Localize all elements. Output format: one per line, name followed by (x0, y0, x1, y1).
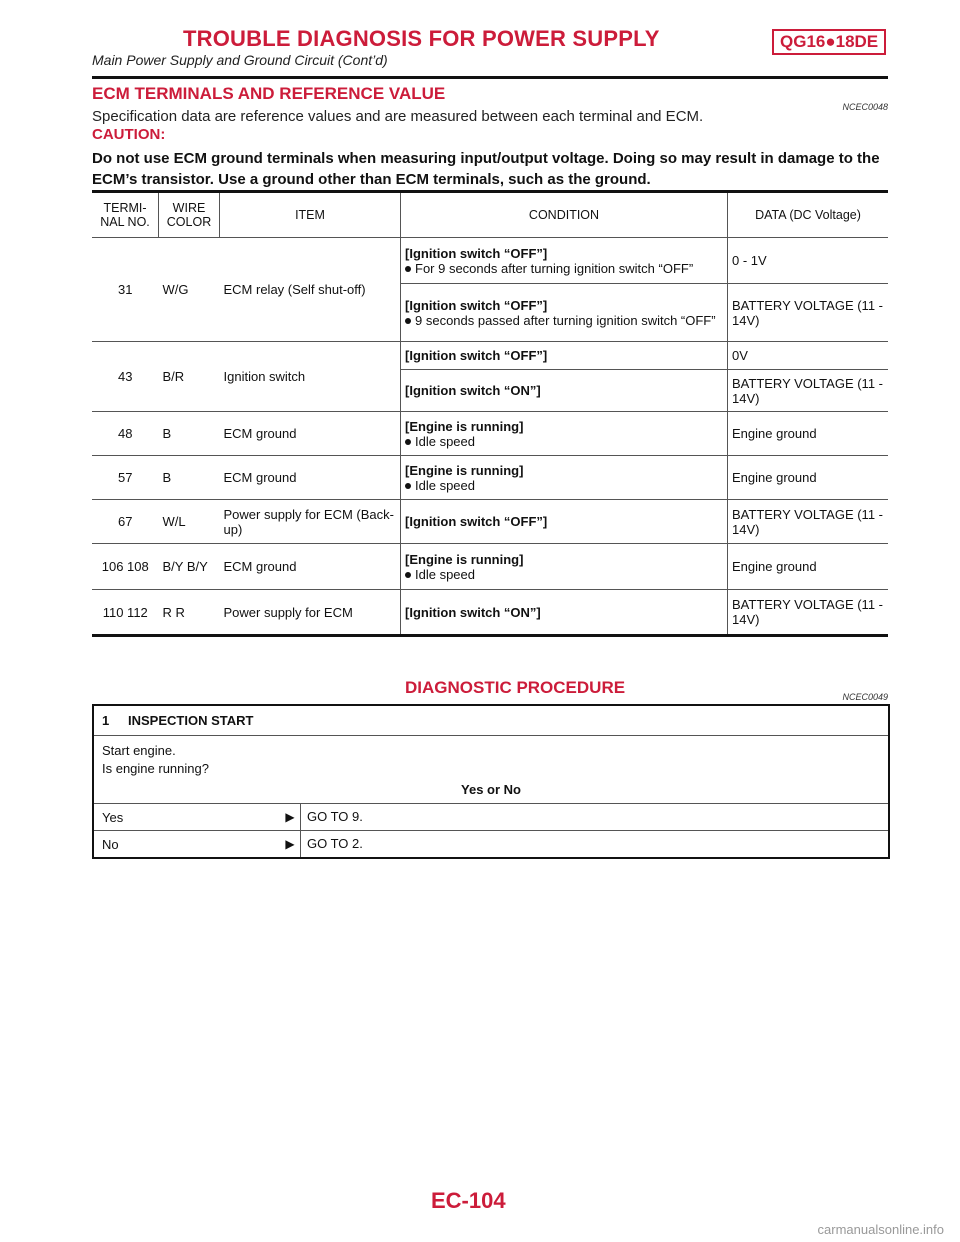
diagnostic-code: NCEC0049 (842, 692, 888, 702)
data-cell: BATTERY VOLTAGE (11 - 14V) (728, 590, 889, 636)
caution-text: Do not use ECM ground terminals when measuring input/output voltage. Doing so may result in damage to the ECM’s transistor. Use a ground other than ECM terminals, such as the ground. (92, 150, 880, 188)
condition-detail: For 9 seconds after turning ignition switch “OFF” (415, 260, 694, 276)
condition-heading: [Engine is running] (405, 418, 524, 434)
answer-row (94, 804, 888, 831)
item-cell: ECM ground (220, 544, 401, 590)
col-item: ITEM (220, 192, 401, 238)
terminal-cell: 31 (92, 238, 159, 342)
col-condition: CONDITION (401, 192, 728, 238)
table-row (92, 342, 888, 370)
item-cell: ECM ground (220, 456, 401, 500)
item-cell: Power supply for ECM (Back-up) (220, 500, 401, 544)
table-row (92, 590, 888, 636)
col-data: DATA (DC Voltage) (728, 192, 889, 238)
arrow-right-icon: ▶ (285, 810, 295, 824)
header-subtitle: Main Power Supply and Ground Circuit (Cont’d) (92, 52, 388, 68)
table-row (92, 238, 888, 284)
section-code: NCEC0048 (842, 102, 888, 112)
caution-label: CAUTION: (92, 126, 166, 143)
condition-detail: Idle speed (415, 566, 475, 582)
bullet-icon (405, 572, 411, 578)
diagnostic-title: DIAGNOSTIC PROCEDURE (405, 678, 626, 697)
terminal-cell: 106 108 (92, 544, 159, 590)
condition-cell (401, 370, 728, 412)
section-title: ECM TERMINALS AND REFERENCE VALUE (92, 84, 446, 103)
header-title: TROUBLE DIAGNOSIS FOR POWER SUPPLY (183, 26, 660, 51)
watermark: carmanualsonline.info (817, 1222, 944, 1237)
table-row (92, 544, 888, 590)
table-header-row (92, 192, 888, 238)
condition-heading: [Ignition switch “ON”] (405, 383, 541, 398)
step-body (94, 736, 888, 804)
condition-detail: Idle speed (415, 433, 475, 449)
wire-cell: W/L (159, 500, 220, 544)
data-cell: 0 - 1V (728, 238, 889, 284)
item-cell: Power supply for ECM (220, 590, 401, 636)
step-line: Start engine. (102, 743, 176, 758)
condition-cell (401, 238, 728, 284)
condition-cell (401, 412, 728, 456)
diagnostic-box (92, 704, 890, 859)
wire-cell: W/G (159, 238, 220, 342)
condition-heading: [Ignition switch “OFF”] (405, 514, 548, 529)
wire-cell: B (159, 456, 220, 500)
condition-heading: [Ignition switch “OFF”] (405, 297, 548, 313)
terminal-cell: 67 (92, 500, 159, 544)
step-number: 1 (102, 713, 110, 728)
header-rule (92, 76, 888, 79)
condition-cell (401, 456, 728, 500)
table-row (92, 412, 888, 456)
data-cell: BATTERY VOLTAGE (11 - 14V) (728, 370, 889, 412)
answer-row (94, 831, 888, 857)
yes-or-no: Yes or No (461, 782, 521, 797)
data-cell: 0V (728, 342, 889, 370)
condition-cell (401, 342, 728, 370)
bullet-icon (405, 483, 411, 489)
condition-cell (401, 590, 728, 636)
condition-heading: [Ignition switch “ON”] (405, 604, 541, 620)
step-title: INSPECTION START (128, 713, 254, 728)
spec-text: Specification data are reference values and are measured between each terminal and ECM. (92, 108, 704, 125)
reference-table (92, 190, 888, 637)
col-wire: WIRE COLOR (159, 192, 220, 238)
table-row (92, 500, 888, 544)
condition-heading: [Ignition switch “OFF”] (405, 245, 548, 261)
data-cell: Engine ground (728, 412, 889, 456)
condition-cell (401, 500, 728, 544)
wire-cell: B/R (159, 342, 220, 412)
condition-cell (401, 284, 728, 342)
terminal-cell: 110 112 (92, 590, 159, 636)
data-cell: BATTERY VOLTAGE (11 - 14V) (728, 284, 889, 342)
step-header (94, 706, 888, 736)
condition-detail: 9 seconds passed after turning ignition switch “OFF” (415, 312, 716, 328)
data-cell: BATTERY VOLTAGE (11 - 14V) (728, 500, 889, 544)
engine-badge: QG16●18DE (772, 29, 886, 55)
condition-heading: [Ignition switch “OFF”] (405, 348, 548, 363)
condition-cell (401, 544, 728, 590)
wire-cell: R R (159, 590, 220, 636)
condition-heading: [Engine is running] (405, 551, 524, 567)
condition-detail: Idle speed (415, 477, 475, 493)
item-cell: ECM ground (220, 412, 401, 456)
step-question: Is engine running? (102, 761, 209, 776)
bullet-icon (405, 439, 411, 445)
table-row (92, 456, 888, 500)
col-terminal: TERMI-NAL NO. (92, 192, 159, 238)
terminal-cell: 57 (92, 456, 159, 500)
condition-heading: [Engine is running] (405, 462, 524, 478)
answer-label: No (102, 836, 119, 852)
bullet-icon (405, 266, 411, 272)
data-cell: Engine ground (728, 544, 889, 590)
bullet-icon (405, 318, 411, 324)
goto-link: GO TO 2. (300, 831, 888, 857)
goto-link: GO TO 9. (300, 804, 888, 830)
wire-cell: B (159, 412, 220, 456)
arrow-right-icon: ▶ (285, 837, 295, 851)
data-cell: Engine ground (728, 456, 889, 500)
terminal-cell: 43 (92, 342, 159, 412)
item-cell: ECM relay (Self shut-off) (220, 238, 401, 342)
item-cell: Ignition switch (220, 342, 401, 412)
terminal-cell: 48 (92, 412, 159, 456)
wire-cell: B/Y B/Y (159, 544, 220, 590)
answer-label: Yes (102, 809, 124, 825)
page-number: EC-104 (431, 1188, 506, 1213)
